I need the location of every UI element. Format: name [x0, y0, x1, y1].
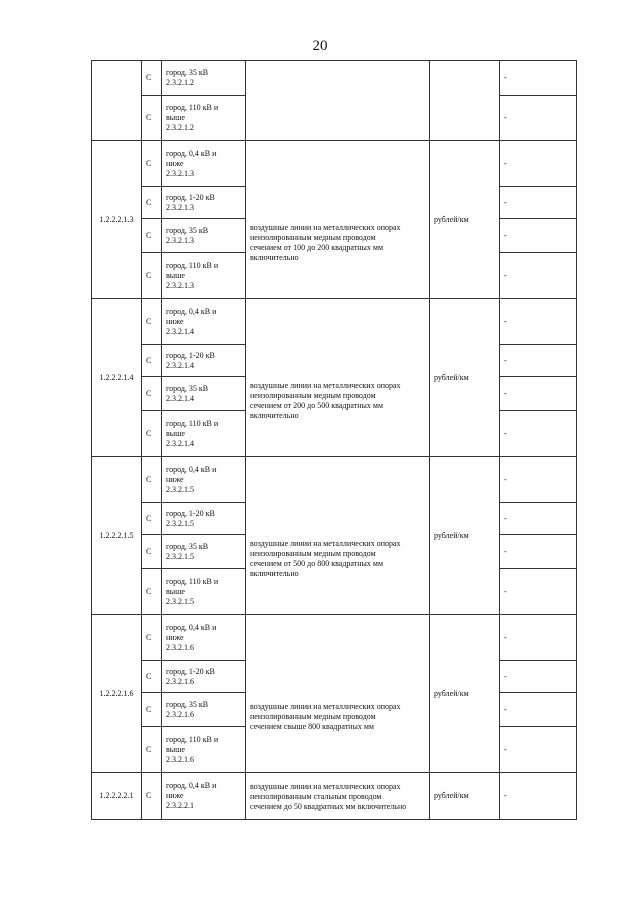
- unit-cell: рублей/км: [430, 615, 500, 773]
- category-cell: С: [142, 61, 162, 96]
- unit-cell: [430, 61, 500, 141]
- voltage-location-line: ниже: [166, 316, 184, 326]
- description-line: воздушные линии на металлических опорах: [250, 222, 401, 232]
- description-line: сечением свыше 800 квадратных мм: [250, 721, 374, 731]
- value-cell: -: [500, 411, 577, 457]
- description-line: воздушные линии на металлических опорах: [250, 781, 401, 791]
- item-code: 1.2.2.2.1.4: [92, 299, 142, 457]
- category-cell: С: [142, 411, 162, 457]
- voltage-location-cell: [162, 615, 246, 661]
- value-cell: -: [500, 377, 577, 411]
- voltage-location-cell: [162, 569, 246, 615]
- voltage-location-line: 2.3.2.1.2: [166, 78, 194, 87]
- value-cell: -: [500, 503, 577, 535]
- voltage-location-line: ниже: [166, 791, 184, 800]
- line-description: [246, 61, 430, 141]
- voltage-location-cell: [162, 377, 246, 411]
- voltage-location-line: выше: [166, 428, 185, 438]
- value-cell: -: [500, 61, 577, 96]
- category-cell: С: [142, 615, 162, 661]
- voltage-location-cell: [162, 253, 246, 299]
- voltage-location-line: город, 110 кВ и: [166, 260, 219, 270]
- category-cell: С: [142, 661, 162, 693]
- table-row: [92, 773, 577, 820]
- voltage-location-cell: [162, 96, 246, 141]
- voltage-location-line: 2.3.2.1.5: [166, 518, 194, 528]
- category-cell: С: [142, 727, 162, 773]
- category-cell: С: [142, 693, 162, 727]
- voltage-location-line: 2.3.2.1.5: [166, 551, 194, 561]
- voltage-location-line: город, 1-20 кВ: [166, 666, 215, 676]
- category-cell: С: [142, 299, 162, 345]
- voltage-location-cell: [162, 661, 246, 693]
- voltage-location-line: 2.3.2.1.4: [166, 360, 194, 370]
- voltage-location-cell: [162, 187, 246, 219]
- voltage-location-line: 2.3.2.1.3: [166, 168, 194, 178]
- value-cell: -: [500, 299, 577, 345]
- voltage-location-line: 2.3.2.1.6: [166, 642, 194, 652]
- table-row: [92, 457, 577, 503]
- table-row: [92, 299, 577, 345]
- voltage-location-line: город, 1-20 кВ: [166, 350, 215, 360]
- unit-cell: рублей/км: [430, 773, 500, 820]
- value-cell: -: [500, 569, 577, 615]
- tariff-table: [91, 60, 577, 820]
- voltage-location-line: 2.3.2.1.4: [166, 438, 194, 448]
- voltage-location-line: город, 35 кВ: [166, 225, 209, 235]
- description-line: неизолированным медным проводом: [250, 711, 376, 721]
- category-cell: С: [142, 377, 162, 411]
- page-number: 20: [312, 38, 328, 54]
- voltage-location-line: выше: [166, 744, 185, 754]
- voltage-location-line: город, 110 кВ и: [166, 576, 219, 586]
- category-cell: С: [142, 219, 162, 253]
- voltage-location-line: 2.3.2.1.6: [166, 709, 194, 719]
- voltage-location-cell: [162, 727, 246, 773]
- value-cell: -: [500, 219, 577, 253]
- voltage-location-cell: [162, 773, 246, 820]
- voltage-location-cell: [162, 61, 246, 96]
- description-line: неизолированным медным проводом: [250, 390, 376, 400]
- item-code: 1.2.2.2.1.6: [92, 615, 142, 773]
- voltage-location-line: 2.3.2.1.6: [166, 754, 194, 764]
- voltage-location-line: город, 0,4 кВ и: [166, 306, 217, 316]
- voltage-location-cell: [162, 299, 246, 345]
- category-cell: С: [142, 569, 162, 615]
- description-line: неизолированным медным проводом: [250, 232, 376, 242]
- description-line: воздушные линии на металлических опорах: [250, 701, 401, 711]
- unit-cell: рублей/км: [430, 457, 500, 615]
- voltage-location-line: город, 0,4 кВ и: [166, 622, 217, 632]
- value-cell: -: [500, 345, 577, 377]
- description-line: сечением от 500 до 800 квадратных мм: [250, 558, 384, 568]
- voltage-location-line: 2.3.2.1.6: [166, 676, 194, 686]
- value-cell: -: [500, 187, 577, 219]
- voltage-location-line: 2.3.2.1.4: [166, 326, 194, 336]
- item-code: 1.2.2.2.2.1: [92, 773, 142, 820]
- voltage-location-cell: [162, 411, 246, 457]
- value-cell: -: [500, 661, 577, 693]
- voltage-location-line: город, 1-20 кВ: [166, 192, 215, 202]
- voltage-location-line: 2.3.2.2.1: [166, 801, 194, 810]
- voltage-location-cell: [162, 219, 246, 253]
- voltage-location-cell: [162, 457, 246, 503]
- item-code: 1.2.2.2.1.3: [92, 141, 142, 299]
- voltage-location-cell: [162, 345, 246, 377]
- category-cell: С: [142, 96, 162, 141]
- category-cell: С: [142, 187, 162, 219]
- voltage-location-line: город, 110 кВ и: [166, 103, 219, 112]
- value-cell: -: [500, 141, 577, 187]
- category-cell: С: [142, 457, 162, 503]
- category-cell: С: [142, 535, 162, 569]
- voltage-location-line: 2.3.2.1.3: [166, 280, 194, 290]
- voltage-location-line: 2.3.2.1.5: [166, 484, 194, 494]
- voltage-location-line: 2.3.2.1.3: [166, 235, 194, 245]
- value-cell: -: [500, 253, 577, 299]
- voltage-location-line: город, 35 кВ: [166, 699, 209, 709]
- voltage-location-line: 2.3.2.1.2: [166, 123, 194, 132]
- voltage-location-line: город, 35 кВ: [166, 541, 209, 551]
- description-line: воздушные линии на металлических опорах: [250, 538, 401, 548]
- voltage-location-line: город, 35 кВ: [166, 68, 209, 77]
- category-cell: С: [142, 345, 162, 377]
- value-cell: -: [500, 773, 577, 820]
- line-description: [246, 141, 430, 299]
- description-line: сечением до 50 квадратных мм включительно: [250, 801, 407, 811]
- table-row: [92, 615, 577, 661]
- description-line: включительно: [250, 568, 299, 578]
- voltage-location-line: 2.3.2.1.4: [166, 393, 194, 403]
- description-line: неизолированным медным проводом: [250, 548, 376, 558]
- line-description: [246, 773, 430, 820]
- value-cell: -: [500, 457, 577, 503]
- item-code: 1.2.2.2.1.5: [92, 457, 142, 615]
- description-line: сечением от 100 до 200 квадратных мм: [250, 242, 384, 252]
- line-description: [246, 457, 430, 615]
- unit-cell: рублей/км: [430, 141, 500, 299]
- description-line: включительно: [250, 410, 299, 420]
- voltage-location-line: 2.3.2.1.3: [166, 202, 194, 212]
- voltage-location-cell: [162, 535, 246, 569]
- item-code: [92, 61, 142, 141]
- voltage-location-line: ниже: [166, 632, 184, 642]
- voltage-location-cell: [162, 141, 246, 187]
- description-line: сечением от 200 до 500 квадратных мм: [250, 400, 384, 410]
- voltage-location-line: ниже: [166, 474, 184, 484]
- voltage-location-line: выше: [166, 113, 185, 122]
- voltage-location-cell: [162, 503, 246, 535]
- voltage-location-line: 2.3.2.1.5: [166, 596, 194, 606]
- line-description: [246, 615, 430, 773]
- value-cell: -: [500, 615, 577, 661]
- line-description: [246, 299, 430, 457]
- description-line: неизолированным стальным проводом: [250, 791, 382, 801]
- voltage-location-line: город, 110 кВ и: [166, 418, 219, 428]
- voltage-location-line: город, 0,4 кВ и: [166, 464, 217, 474]
- table-row: [92, 61, 577, 96]
- description-line: воздушные линии на металлических опорах: [250, 380, 401, 390]
- category-cell: С: [142, 141, 162, 187]
- voltage-location-line: город, 0,4 кВ и: [166, 148, 217, 158]
- value-cell: -: [500, 727, 577, 773]
- voltage-location-line: выше: [166, 586, 185, 596]
- value-cell: -: [500, 535, 577, 569]
- voltage-location-line: город, 1-20 кВ: [166, 508, 215, 518]
- voltage-location-line: город, 0,4 кВ и: [166, 781, 217, 790]
- value-cell: -: [500, 693, 577, 727]
- voltage-location-line: город, 110 кВ и: [166, 734, 219, 744]
- category-cell: С: [142, 503, 162, 535]
- category-cell: С: [142, 773, 162, 820]
- voltage-location-cell: [162, 693, 246, 727]
- category-cell: С: [142, 253, 162, 299]
- table-row: [92, 141, 577, 187]
- description-line: включительно: [250, 252, 299, 262]
- voltage-location-line: выше: [166, 270, 185, 280]
- unit-cell: рублей/км: [430, 299, 500, 457]
- voltage-location-line: ниже: [166, 158, 184, 168]
- value-cell: -: [500, 96, 577, 141]
- voltage-location-line: город, 35 кВ: [166, 383, 209, 393]
